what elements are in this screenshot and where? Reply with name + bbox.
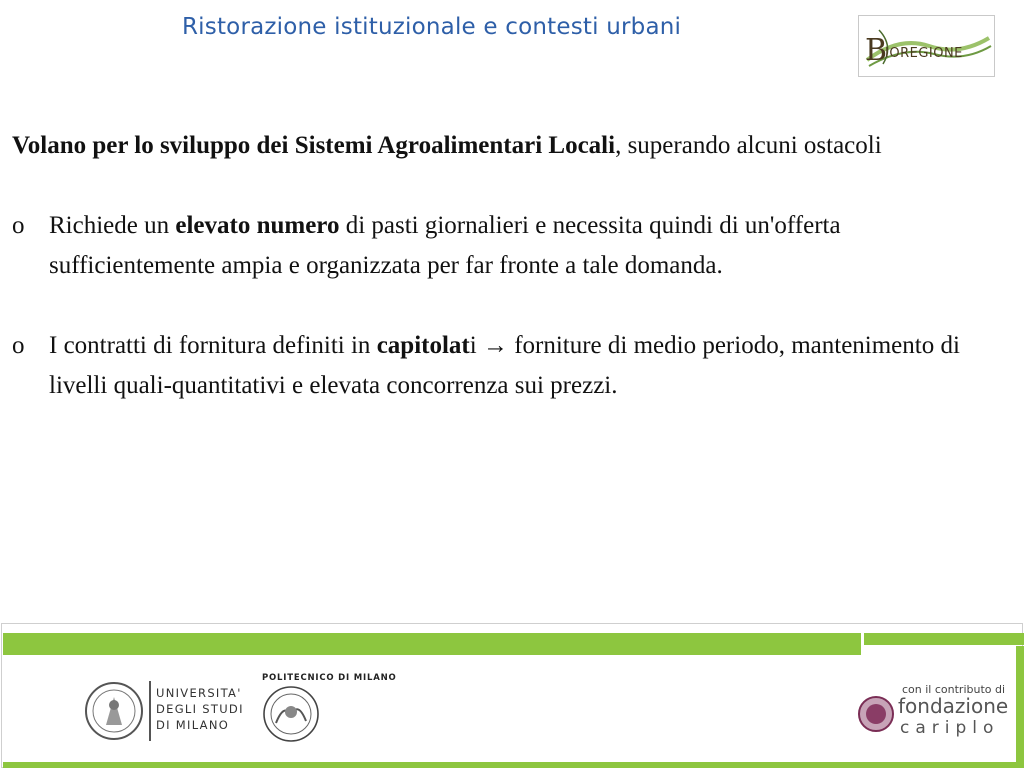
bullet-text: I contratti di fornitura definiti in — [49, 332, 377, 359]
bullet-marker: o — [12, 212, 25, 239]
bullet-text: di pasti giornalieri e necessita quindi di un'offerta sufficientemente ampia e organizzata per far fronte a tale domanda. — [49, 212, 841, 279]
polimi-logo-text: POLITECNICO DI MILANO — [262, 673, 397, 683]
slide-body — [12, 126, 1002, 406]
bullet-text: forniture di medio periodo, mantenimento di livelli quali-quantitativi e elevata concorrenza sui prezzi. — [49, 332, 960, 399]
bullet-text: i — [469, 332, 483, 359]
cariplo-name: fondazione — [898, 694, 1009, 718]
green-bar-right — [864, 633, 1024, 645]
slide-title: Ristorazione istituzionale e contesti urbani — [182, 14, 682, 40]
cariplo-contrib-text: con il contributo di — [902, 683, 1006, 696]
footer-logos — [0, 623, 1024, 768]
unimi-logo-text — [156, 685, 244, 733]
svg-text:B: B — [865, 33, 888, 68]
arrow-right-icon: → — [482, 332, 508, 359]
green-bar — [3, 633, 861, 655]
intro-rest: , superando alcuni ostacoli — [615, 132, 882, 159]
cariplo-seal-logo — [857, 695, 895, 733]
bullet-item-1 — [12, 206, 969, 286]
intro-paragraph — [12, 126, 1002, 166]
bioregione-logo — [858, 15, 995, 77]
unimi-seal-logo — [84, 681, 144, 741]
unimi-line: DEGLI STUDI — [156, 702, 244, 716]
bullet-text: Richiede un — [49, 212, 176, 239]
bottom-bar — [3, 762, 1024, 768]
unimi-line: UNIVERSITA' — [156, 686, 242, 700]
bullet-bold: capitolat — [376, 332, 470, 359]
polimi-seal-logo — [262, 685, 320, 743]
bullet-marker: o — [12, 332, 25, 359]
unimi-line: DI MILANO — [156, 718, 230, 732]
svg-text:IOREGIONE: IOREGIONE — [885, 46, 963, 61]
bullet-item-2 — [12, 326, 969, 406]
green-edge — [1016, 646, 1024, 768]
cariplo-name-2: cariplo — [900, 718, 1000, 738]
intro-bold: Volano per lo sviluppo dei Sistemi Agroalimentari Locali — [12, 132, 616, 159]
bullet-bold: elevato numero — [175, 212, 340, 239]
